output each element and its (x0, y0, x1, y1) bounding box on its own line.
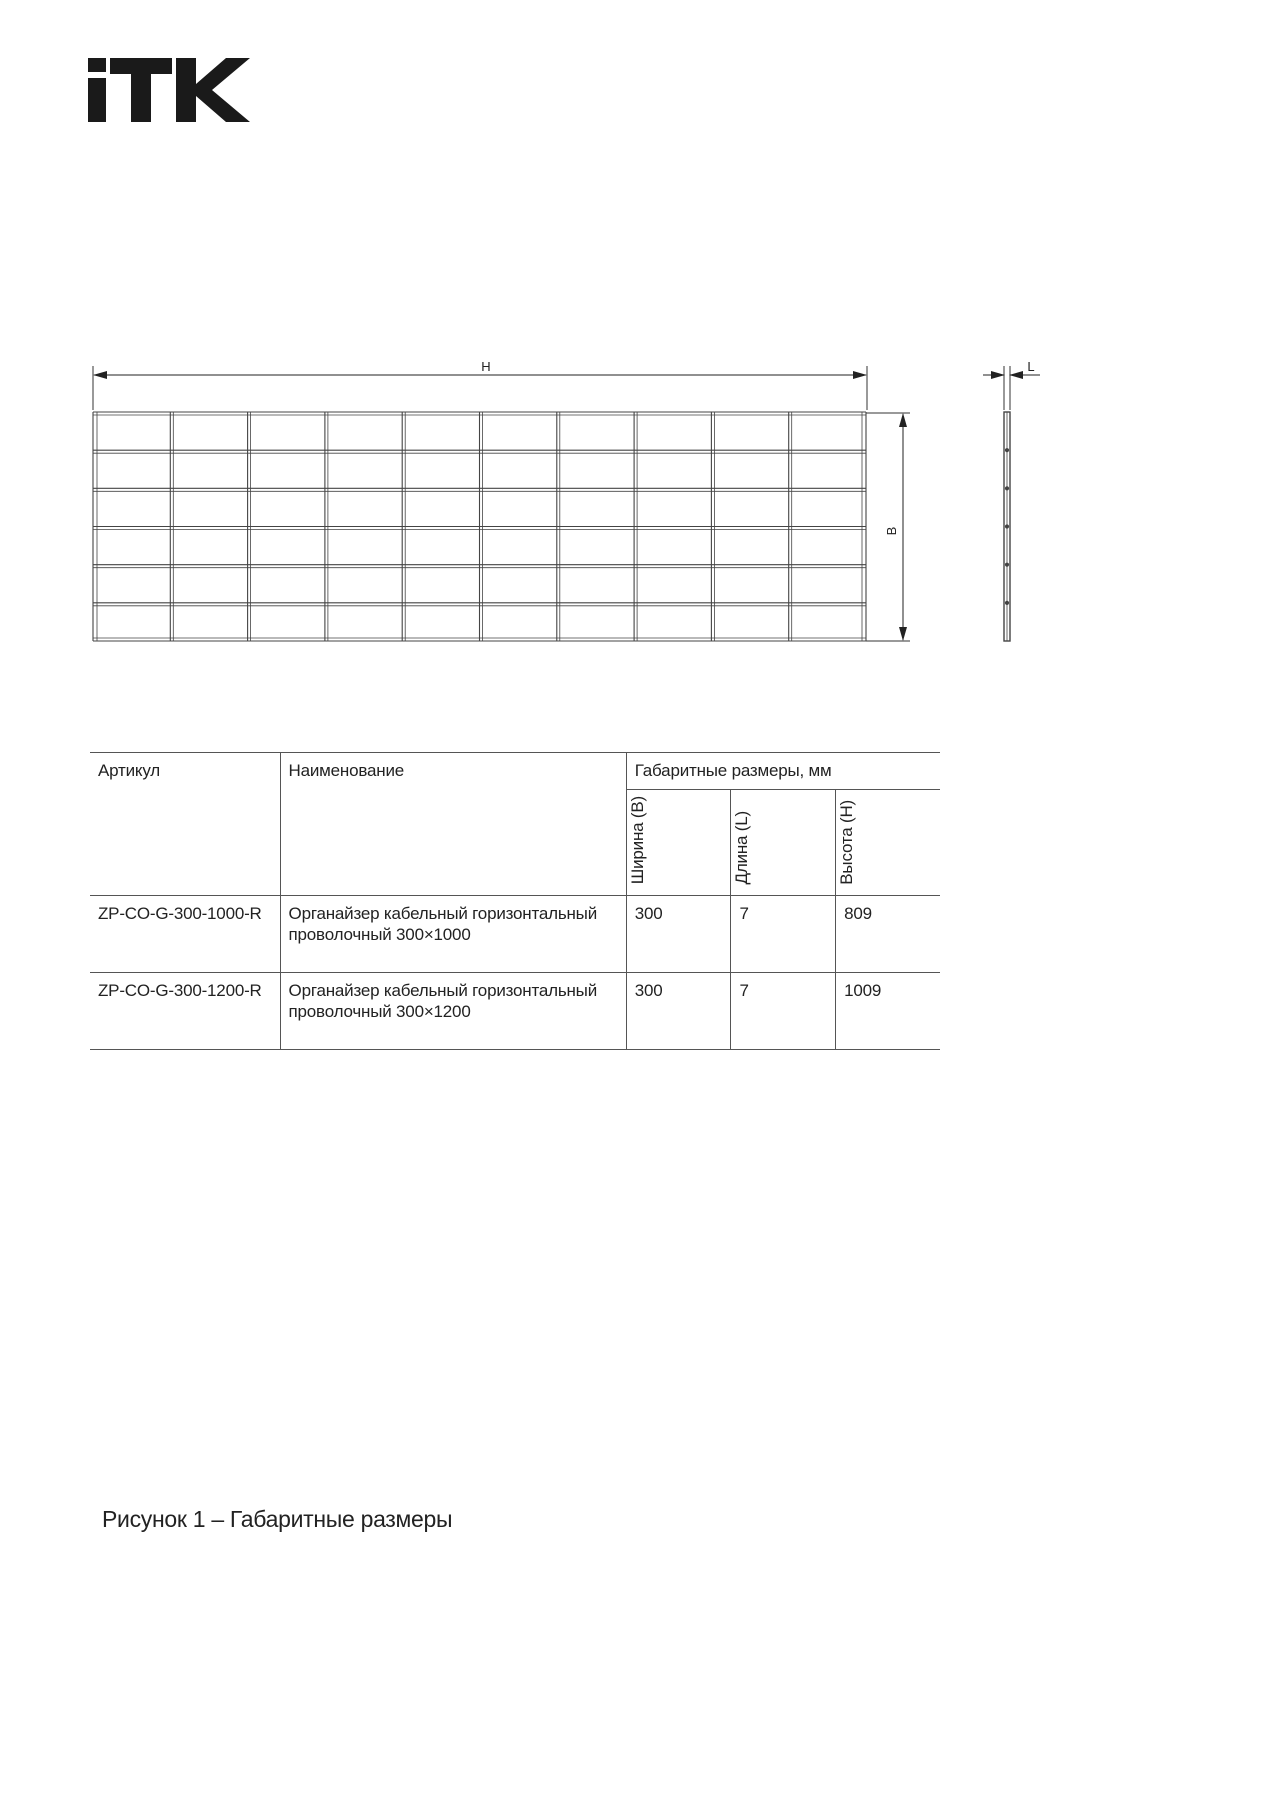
header-dimensions: Габаритные размеры, мм (626, 753, 940, 790)
header-height: Высота (H) (836, 790, 940, 896)
table-row (90, 896, 940, 973)
dimension-l-label: L (1027, 359, 1035, 374)
dimension-b (866, 413, 910, 641)
header-width: Ширина (B) (626, 790, 731, 896)
dimension-h (93, 359, 867, 410)
dimensions-table (90, 752, 940, 1050)
dimension-b-label: B (884, 526, 899, 536)
dimension-drawing (0, 0, 1280, 680)
cell-length: 7 (731, 973, 836, 1050)
cell-height: 1009 (836, 973, 940, 1050)
table-row (90, 973, 940, 1050)
dimension-l (983, 359, 1040, 410)
header-length: Длина (L) (731, 790, 836, 896)
cell-height: 809 (836, 896, 940, 973)
header-name: Наименование (280, 753, 626, 896)
dimension-h-label: H (481, 359, 491, 374)
cell-width: 300 (626, 973, 731, 1050)
wire-grid-front-view (93, 412, 866, 641)
header-article: Артикул (90, 753, 280, 896)
wire-grid-side-view (1004, 412, 1010, 641)
cell-width: 300 (626, 896, 731, 973)
figure-caption: Рисунок 1 – Габаритные размеры (102, 1506, 453, 1532)
cell-article: ZP-CO-G-300-1000-R (90, 896, 280, 973)
cell-article: ZP-CO-G-300-1200-R (90, 973, 280, 1050)
cell-name: Органайзер кабельный горизонтальный проволочный 300×1200 (280, 973, 626, 1050)
cell-name: Органайзер кабельный горизонтальный проволочный 300×1000 (280, 896, 626, 973)
cell-length: 7 (731, 896, 836, 973)
